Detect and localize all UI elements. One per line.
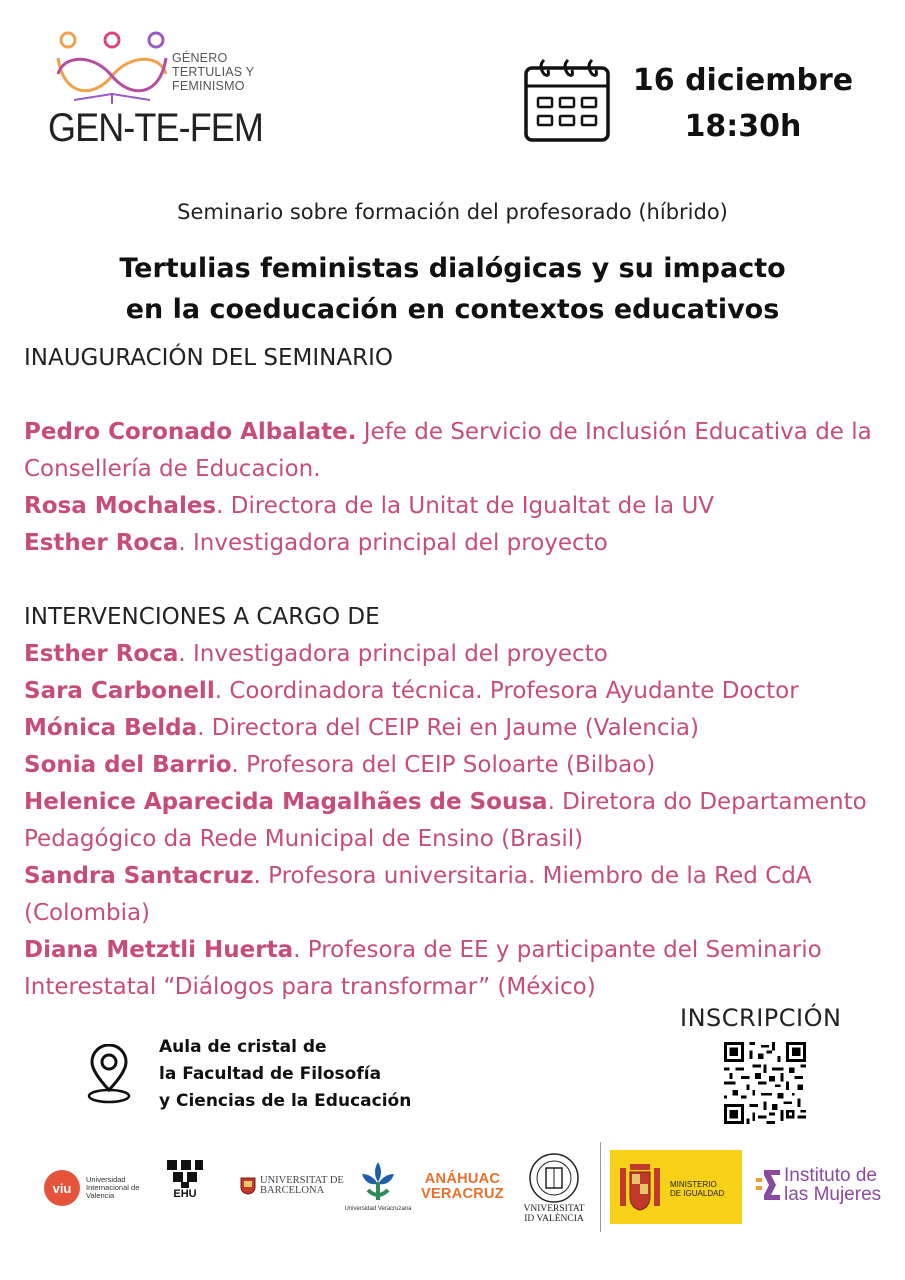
intervenciones-heading: INTERVENCIONES A CARGO DE: [24, 604, 380, 630]
logo-name: GEN-TE-FEM: [48, 106, 263, 150]
ministerio-name: [670, 1180, 724, 1198]
speaker-role: . Investigadora principal del proyecto: [178, 641, 608, 667]
speaker-role: . Diretora do Departamento Pedagógico da Rede Municipal de Ensino (Brasil): [24, 789, 867, 852]
anahuac-name-line: ANÁHUAC: [424, 1171, 501, 1187]
event-time: 18:30h: [684, 109, 802, 144]
ub-shield-icon: [240, 1177, 256, 1195]
uv-name: [524, 1204, 585, 1224]
universidad-veracruzana-logo: [338, 1160, 418, 1212]
speaker-item: [24, 747, 894, 784]
logo-tagline-line: FEMINISMO: [172, 79, 245, 93]
speaker-item: [24, 710, 894, 747]
logo-figures-icon: [54, 28, 174, 110]
sponsor-logos: [0, 1138, 905, 1238]
veracruzana-name: Universidad Veracruzana: [344, 1206, 412, 1212]
ub-logo: [240, 1176, 344, 1196]
speaker-item: [24, 525, 894, 562]
speaker-role: . Profesora de EE y participante del Seminario Interestatal “Diálogos para transformar” (México): [24, 937, 822, 1000]
speaker-role: . Coordinadora técnica. Profesora Ayudante Doctor: [214, 678, 799, 704]
speaker-name: Esther Roca: [24, 641, 179, 667]
speaker-name: Pedro Coronado Albalate.: [24, 419, 357, 445]
inauguracion-heading: INAUGURACIÓN DEL SEMINARIO: [24, 345, 393, 371]
speaker-role: . Directora del CEIP Rei en Jaume (Valencia): [197, 715, 699, 741]
universitat-valencia-logo: [524, 1152, 584, 1224]
speaker-name: Esther Roca: [24, 530, 179, 556]
ministerio-name-line: DE IGUALDAD: [670, 1189, 725, 1198]
registration-label: INSCRIPCIÓN: [680, 1004, 842, 1032]
speaker-item: [24, 932, 894, 1006]
speaker-name: Sandra Santacruz: [24, 863, 254, 889]
ministerio-name-line: MINISTERIO: [670, 1180, 717, 1189]
ub-name: [260, 1176, 344, 1196]
speaker-name: Mónica Belda: [24, 715, 198, 741]
instituto-sigma-icon: [756, 1168, 780, 1202]
speaker-role: . Profesora del CEIP Soloarte (Bilbao): [231, 752, 656, 778]
ehu-name: EHU: [173, 1188, 197, 1200]
speaker-item: [24, 858, 894, 932]
instituto-name-line: las Mujeres: [784, 1184, 882, 1205]
viu-logo: [44, 1170, 146, 1206]
speaker-role: . Directora de la Unitat de Igualtat de la UV: [216, 493, 715, 519]
logo-tagline: [172, 51, 254, 93]
speaker-role: . Profesora universitaria. Miembro de la Red CdA (Colombia): [24, 863, 812, 926]
viu-name: Universidad Internacional de Valencia: [86, 1175, 140, 1200]
seminar-title-line: Tertulias feministas dialógicas y su impacto: [119, 253, 786, 284]
speaker-item: [24, 414, 894, 488]
speaker-item: [24, 784, 894, 858]
anahuac-name-line: VERACRUZ: [421, 1186, 504, 1202]
speaker-role: Jefe de Servicio de Inclusión Educativa de la Consellería de Educacion.: [24, 419, 872, 482]
qr-code[interactable]: [724, 1042, 806, 1124]
viu-mark: viu: [44, 1170, 80, 1206]
speaker-name: Diana Metztli Huerta: [24, 937, 294, 963]
seminar-title-line: en la coeducación en contextos educativos: [125, 294, 780, 325]
venue-line: la Facultad de Filosofía: [159, 1064, 382, 1084]
instituto-mujeres-logo: [756, 1166, 881, 1204]
uv-name-line: ID VALÈNCIA: [524, 1214, 584, 1224]
instituto-name: [784, 1166, 881, 1204]
speaker-item: [24, 488, 894, 525]
ministerio-igualdad-logo: [610, 1150, 742, 1224]
speaker-name: Sonia del Barrio: [24, 752, 232, 778]
spacer: [24, 562, 894, 599]
instituto-name-line: Instituto de: [784, 1165, 877, 1186]
speaker-role: . Investigadora principal del proyecto: [178, 530, 608, 556]
logo-tagline-line: TERTULIAS Y: [172, 65, 255, 79]
veracruzana-flower-icon: [358, 1160, 398, 1204]
uv-seal-icon: [528, 1152, 580, 1204]
seminar-title: [0, 248, 905, 330]
spacer: [24, 377, 894, 414]
seminar-subtitle: Seminario sobre formación del profesorado (híbrido): [177, 200, 728, 224]
event-date: 16 diciembre: [632, 63, 854, 98]
location-pin-icon: [84, 1044, 134, 1106]
anahuac-veracruz-logo: [421, 1172, 504, 1202]
speaker-name: Rosa Mochales: [24, 493, 217, 519]
spain-coat-of-arms-icon: [618, 1160, 662, 1214]
event-date-time: [628, 58, 858, 150]
uv-name-line: VNIVERSITAT: [523, 1204, 585, 1214]
venue-address: [159, 1034, 411, 1115]
logo-tagline-line: GÉNERO: [172, 51, 228, 65]
speaker-item: [24, 673, 894, 710]
program: [24, 340, 894, 1006]
venue-line: Aula de cristal de: [159, 1037, 327, 1057]
gen-te-fem-logo: [48, 28, 288, 158]
venue-line: y Ciencias de la Educación: [159, 1091, 412, 1111]
speaker-name: Helenice Aparecida Magalhães de Sousa: [24, 789, 548, 815]
speaker-item: [24, 636, 894, 673]
calendar-icon: [520, 56, 614, 146]
ub-name-line: UNIVERSITAT DE: [260, 1175, 344, 1186]
ehu-logo: [160, 1158, 210, 1200]
logos-divider: [600, 1142, 601, 1232]
ehu-emblem-icon: [163, 1158, 207, 1188]
ub-name-line: BARCELONA: [260, 1185, 325, 1196]
speaker-name: Sara Carbonell: [24, 678, 215, 704]
